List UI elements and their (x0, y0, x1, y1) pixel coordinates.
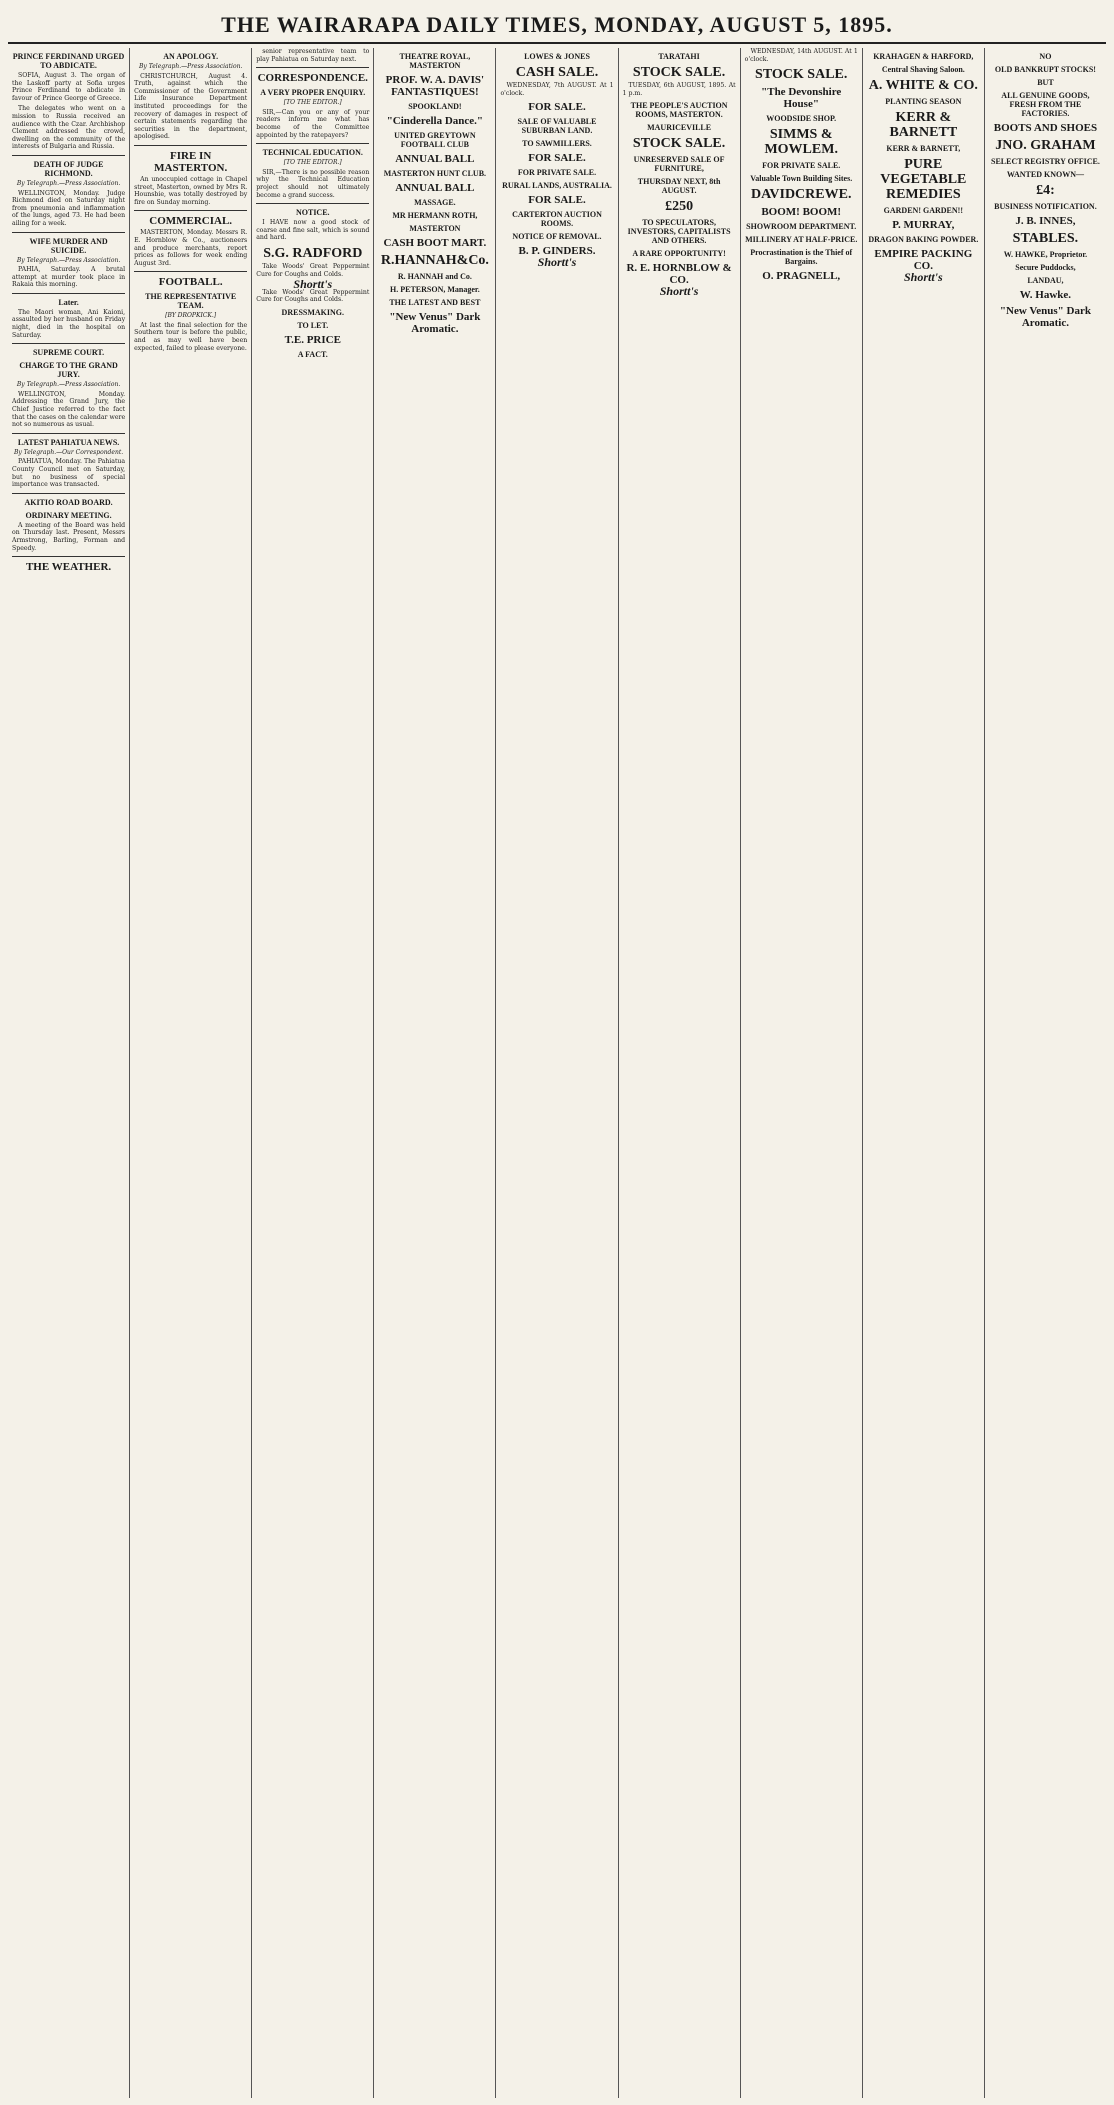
headline: FOR PRIVATE SALE. (762, 161, 841, 171)
article-paragraph: An unoccupied cottage in Chapel street, Masterton, owned by Mrs R. Hounsbie, was totally destroyed by fire on Sunday morning. (134, 175, 248, 206)
headline: "New Venus" Dark Aromatic. (389, 311, 481, 335)
article-paragraph: Take Woods' Great Peppermint Cure for Coughs and Colds. (256, 262, 370, 278)
headline: THEATRE ROYAL, MASTERTON (399, 52, 471, 70)
byline: [BY DROPKICK.] (165, 312, 217, 320)
byline: [TO THE EDITOR.] (283, 159, 342, 167)
article-paragraph: PAHIATUA, Monday. The Pahiatua County Council met on Saturday, but no business of special importance was transacted. (12, 458, 126, 489)
advert-brand: Shortt's (903, 270, 943, 284)
headline: THE REPRESENTATIVE TEAM. (145, 292, 237, 311)
headline: BUSINESS NOTIFICATION. (994, 202, 1097, 211)
headline: A. WHITE & CO. (868, 78, 978, 93)
headline: H. PETERSON, Manager. (390, 285, 480, 294)
headline: STOCK SALE. (755, 67, 848, 83)
article-paragraph: WEDNESDAY, 14th AUGUST. At 1 o'clock. (744, 48, 858, 63)
headline: MASTERTON HUNT CLUB. (383, 169, 487, 178)
column-rule (12, 343, 125, 344)
headline: NOTICE. (295, 208, 330, 218)
article-paragraph: WELLINGTON, Monday. Judge Richmond died on Saturday night from pneumonia and inflammation of the lungs, aged 73. He had been ailing for a week. (12, 189, 126, 227)
headline: Later. (58, 297, 79, 307)
headline: MAURICEVILLE (647, 123, 712, 133)
headline: W. HAWKE, Proprietor. (1003, 250, 1088, 259)
headline: COMMERCIAL. (149, 215, 233, 228)
headline: SPOOKLAND! (408, 102, 462, 111)
column-7 (741, 48, 863, 2098)
headline: JNO. GRAHAM (995, 138, 1096, 153)
column-rule (12, 155, 125, 156)
headline: DRESSMAKING. (281, 307, 344, 317)
column-3 (252, 48, 374, 2098)
headline: BOOTS AND SHOES (993, 122, 1098, 134)
byline: By Telegraph.—Press Association. (16, 179, 121, 187)
headline: FOR PRIVATE SALE. (517, 168, 597, 178)
headline: UNITED GREYTOWN FOOTBALL CLUB (394, 131, 476, 149)
headline: TO LET. (297, 320, 329, 330)
headline: WOODSIDE SHOP. (766, 114, 837, 124)
headline: FOR SALE. (528, 152, 586, 165)
headline: TARATAHI (658, 52, 700, 61)
headline: MASSAGE. (414, 198, 456, 207)
headline: STABLES. (1012, 231, 1079, 246)
column-rule (12, 232, 125, 233)
article-paragraph: At last the final selection for the Southern tour is before the public, and as may well have been expected, failed to please everyone. (134, 321, 248, 352)
headline: RURAL LANDS, AUSTRALIA. (502, 181, 612, 191)
headline: LOWES & JONES (524, 52, 590, 61)
headline: "New Venus" Dark Aromatic. (999, 305, 1091, 329)
headline: "The Devonshire House" (761, 86, 842, 111)
byline: By Telegraph.—Our Correspondent. (13, 448, 124, 456)
column-8 (863, 48, 985, 2098)
headline: MASTERTON (409, 224, 461, 233)
article-paragraph: SIR,—Can you or any of your readers inform me what has become of the Committee appointed by the ratepayers? (256, 108, 370, 139)
headline: R.HANNAH&Co. (380, 253, 489, 268)
headline: OLD BANKRUPT STOCKS! (994, 65, 1096, 74)
column-rule (256, 203, 369, 204)
headline: MR HERMANN ROTH, (392, 211, 478, 220)
article-paragraph: A meeting of the Board was held on Thursday last. Present, Messrs Armstrong, Barling, Forman and Speedy. (12, 521, 126, 552)
byline: By Telegraph.—Press Association. (138, 63, 243, 70)
headline: CHARGE TO THE GRAND JURY. (19, 361, 118, 380)
article-paragraph: PAHIA, Saturday. A brutal attempt at murder took place in Rakaia this morning. (12, 266, 126, 289)
headline: CASH SALE. (515, 65, 599, 80)
headline: B. P. GINDERS. (518, 245, 596, 258)
headline: THURSDAY NEXT, 8th AUGUST. (637, 177, 721, 196)
headline: THE WEATHER. (25, 561, 112, 574)
headline: UNRESERVED SALE OF FURNITURE, (633, 155, 725, 174)
headline: STOCK SALE. (632, 136, 726, 152)
headline: TO SPECULATORS, INVESTORS, CAPITALISTS AND OTHERS. (627, 218, 731, 246)
headline: PROF. W. A. DAVIS' FANTASTIQUES! (385, 74, 485, 98)
column-rule (12, 433, 125, 434)
column-6 (619, 48, 741, 2098)
advert-brand: Shortt's (659, 284, 699, 299)
byline: [TO THE EDITOR.] (283, 99, 342, 107)
headline: CASH BOOT MART. (383, 237, 487, 249)
headline: Central Shaving Saloon. (881, 65, 965, 74)
headline: DEATH OF JUDGE RICHMOND. (33, 159, 104, 178)
headline: AKITIO ROAD BOARD. (24, 497, 113, 507)
byline: By Telegraph.—Press Association. (16, 256, 121, 264)
column-4 (374, 48, 496, 2098)
article-paragraph: WEDNESDAY, 7th AUGUST. At 1 o'clock. (500, 82, 614, 97)
headline: Secure Puddocks, (1015, 263, 1076, 272)
headline: ALL GENUINE GOODS, FRESH FROM THE FACTORIES. (1001, 91, 1090, 118)
headline: NOTICE OF REMOVAL. (512, 232, 602, 242)
advert-brand: Shortt's (537, 255, 577, 270)
article-paragraph: senior representative team to play Pahiatua on Saturday next. (256, 48, 370, 63)
column-2 (130, 48, 252, 2098)
headline: SELECT REGISTRY OFFICE. (991, 157, 1100, 166)
headline: THE LATEST AND BEST (389, 298, 481, 307)
column-rule (12, 493, 125, 494)
headline: GARDEN! GARDEN!! (883, 206, 963, 215)
headline: S.G. RADFORD (263, 245, 363, 261)
byline: By Telegraph.—Press Association. (16, 381, 121, 389)
column-rule (134, 271, 247, 272)
column-rule (134, 145, 247, 146)
headline: "Cinderella Dance." (386, 115, 484, 127)
headline: BOOM! BOOM! (761, 206, 842, 219)
headline: FOR SALE. (528, 194, 586, 207)
columns-container (8, 48, 1106, 2098)
article-paragraph: The Maori woman, Ani Kaioni, assaulted by her husband on Friday night, died in the hospital on Saturday. (12, 308, 126, 339)
headline: Valuable Town Building Sites. (750, 174, 853, 184)
headline: R. HANNAH and Co. (397, 272, 472, 281)
headline: WIFE MURDER AND SUICIDE. (29, 236, 108, 255)
headline: ANNUAL BALL (395, 182, 475, 194)
headline: TO SAWMILLERS. (522, 139, 592, 149)
headline: STOCK SALE. (632, 65, 726, 80)
headline: A RARE OPPORTUNITY! (632, 249, 726, 259)
headline: CARTERTON AUCTION ROOMS. (512, 210, 602, 229)
headline: FOR SALE. (528, 101, 586, 114)
headline: DAVIDCREWE. (750, 187, 852, 203)
headline: SUPREME COURT. (32, 348, 105, 358)
headline: P. MURRAY, (892, 219, 955, 231)
headline: EMPIRE PACKING CO. (874, 248, 973, 272)
headline: PURE VEGETABLE REMEDIES (880, 157, 967, 202)
headline: ANNUAL BALL (395, 153, 475, 165)
headline: DRAGON BAKING POWDER. (868, 235, 979, 244)
masthead: THE WAIRARAPA DAILY TIMES, MONDAY, AUGUST 5, 1895. (8, 12, 1106, 44)
headline: AN APOLOGY. (163, 52, 219, 61)
headline: THE PEOPLE'S AUCTION ROOMS, MASTERTON. (630, 101, 728, 120)
column-1 (8, 48, 130, 2098)
headline: NO (1039, 52, 1052, 61)
headline: W. Hawke. (1019, 289, 1072, 301)
column-5 (496, 48, 618, 2098)
headline: A FACT. (297, 349, 328, 359)
headline: Procrastination is the Thief of Bargains. (750, 248, 853, 267)
article-paragraph: CHRISTCHURCH, August 4. Truth, against which the Commissioner of the Government Life Insurance Department instituted proceedings for the recovery of damages in respect of certain statements regarding the securities in the department, apologised. (134, 72, 248, 141)
headline: FIRE IN MASTERTON. (154, 149, 228, 174)
headline: LATEST PAHIATUA NEWS. (17, 437, 120, 447)
headline: TECHNICAL EDUCATION. (262, 148, 363, 158)
article-paragraph: SIR,—There is no possible reason why the Technical Education project should not ultimately become a grand success. (256, 168, 370, 199)
headline: A VERY PROPER ENQUIRY. (260, 88, 366, 98)
headline: T.E. PRICE (284, 333, 341, 346)
column-rule (256, 67, 369, 68)
headline: LANDAU, (1027, 276, 1064, 285)
headline: SALE OF VALUABLE SUBURBAN LAND. (517, 117, 597, 136)
article-paragraph: MASTERTON, Monday. Messrs R. E. Hornblow & Co., auctioneers and produce merchants, report prices as follows for week ending August 3rd. (134, 229, 248, 267)
headline: KERR & BARNETT (889, 110, 958, 140)
column-9 (985, 48, 1106, 2098)
headline: J. B. INNES, (1015, 215, 1076, 227)
headline: SHOWROOM DEPARTMENT. (746, 222, 857, 232)
article-paragraph: I HAVE now a good stock of coarse and fine salt, which is sound and hard. (256, 219, 370, 242)
headline: O. PRAGNELL, (762, 270, 841, 283)
headline: CORRESPONDENCE. (257, 72, 368, 85)
article-paragraph: SOFIA, August 3. The organ of the Laskoff party at Sofia urges Prince Ferdinand to abdicate in favour of Prince George of Greece. (12, 72, 126, 102)
headline: BUT (1037, 78, 1054, 87)
headline: £4: (1036, 183, 1055, 198)
headline: PRINCE FERDINAND URGED TO ABDICATE. (12, 52, 125, 70)
article-paragraph: Take Woods' Great Peppermint Cure for Coughs and Colds. (256, 288, 370, 304)
headline: KERR & BARNETT, (886, 144, 961, 153)
article-paragraph: The delegates who went on a mission to Russia received an audience with the Czar. Archbishop Clement addressed the crowd, dwelling on the community of the interests of Bulgaria and Russia. (12, 105, 126, 151)
column-rule (12, 293, 125, 294)
article-paragraph: TUESDAY, 6th AUGUST, 1895. At 1 p.m. (622, 82, 736, 97)
article-paragraph: WELLINGTON, Monday. Addressing the Grand Jury, the Chief Justice referred to the fact that the cases on the calendar were not so numerous as usual. (12, 390, 126, 429)
headline: MILLINERY AT HALF-PRICE. (745, 235, 858, 245)
column-rule (12, 556, 125, 557)
headline: ORDINARY MEETING. (25, 510, 112, 520)
advert-brand: Shortt's (293, 277, 333, 292)
headline: FOOTBALL. (158, 276, 223, 289)
column-rule (134, 210, 247, 211)
headline: R. E. HORNBLOW & CO. (626, 262, 732, 287)
headline: WANTED KNOWN— (1006, 170, 1084, 179)
headline: PLANTING SEASON (885, 97, 962, 106)
headline: SIMMS & MOWLEM. (764, 127, 838, 158)
headline: £250 (665, 199, 694, 215)
headline: KRAHAGEN & HARFORD, (873, 52, 974, 61)
column-rule (256, 143, 369, 144)
